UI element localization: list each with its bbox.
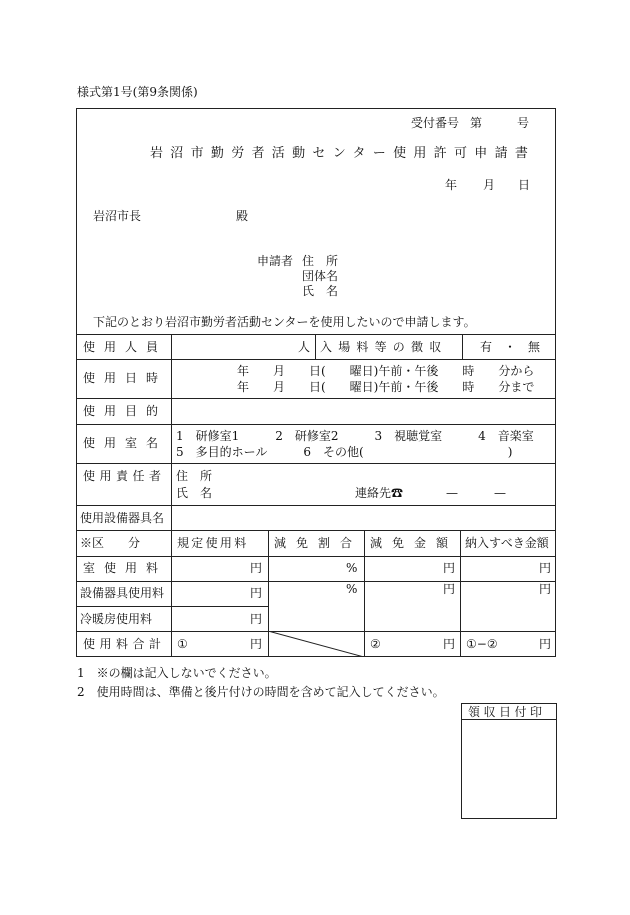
- datetime-start: 年 月 日( 曜日)午前・午後 時 分から: [237, 364, 535, 378]
- manager-name-label: 氏 名: [176, 486, 213, 500]
- receipt-number-label: 受付番号: [411, 116, 460, 130]
- column-divider: [460, 530, 461, 657]
- row-divider: [76, 606, 268, 607]
- row-divider: [76, 556, 556, 557]
- column-divider: [171, 334, 172, 657]
- manager-address-label: 住 所: [176, 469, 213, 483]
- contact-dash: —: [446, 486, 458, 500]
- column-divider: [364, 530, 365, 657]
- rooms-options-line1: 1 研修室1 2 研修室2 3 視聴覚室 4 音楽室: [176, 429, 534, 443]
- yen-unit: 円: [539, 561, 552, 575]
- column-divider: [462, 334, 463, 359]
- applicant-organization-label: 団体名: [302, 269, 339, 283]
- receipt-stamp-label: 領収日付印: [468, 705, 546, 719]
- row-divider: [76, 505, 556, 506]
- yen-unit: 円: [250, 586, 263, 600]
- row-divider: [76, 581, 556, 582]
- note-2: 2 使用時間は、準備と後片付けの時間を含めて記入してください。: [77, 685, 445, 699]
- datetime-end: 年 月 日( 曜日)午前・午後 時 分まで: [237, 380, 535, 394]
- yen-unit: 円: [250, 637, 263, 651]
- row-divider: [76, 398, 556, 399]
- form-number-label: 様式第1号(第9条関係): [77, 85, 198, 99]
- form-title: 岩沼市勤労者活動センター使用許可申請書: [150, 146, 536, 161]
- row-divider: [76, 359, 556, 360]
- receipt-stamp-box: [461, 703, 557, 819]
- fee-header-payable: 納入すべき金額: [465, 536, 549, 550]
- yen-unit: 円: [443, 561, 456, 575]
- percent-unit: %: [346, 561, 358, 575]
- users-label: 使用人員: [83, 340, 168, 354]
- fee-header-category: ※区 分: [80, 536, 141, 550]
- total-marker-1: ①: [177, 637, 188, 651]
- note-1: 1 ※の欄は記入しないでください。: [77, 666, 277, 680]
- fee-header-reduction-rate: 減免割合: [274, 536, 363, 550]
- applicant-name-label: 氏 名: [302, 284, 339, 298]
- row-divider: [76, 530, 556, 531]
- yen-unit: 円: [250, 561, 263, 575]
- addressee-honorific: 殿: [236, 209, 249, 223]
- column-divider: [315, 334, 316, 359]
- total-marker-2: ②: [370, 637, 381, 651]
- purpose-label: 使用目的: [83, 404, 168, 418]
- receipt-gou: 号: [517, 116, 530, 130]
- admission-fee-choice: 有 ・ 無: [480, 340, 541, 354]
- manager-label: 使用責任者: [83, 469, 166, 483]
- room-fee-label: 室使用料: [83, 561, 168, 575]
- total-fee-label: 使用料合計: [83, 637, 166, 651]
- date-day: 日: [518, 178, 531, 192]
- row-divider: [76, 463, 556, 464]
- admission-fee-label: 入場料等の徴収: [320, 340, 448, 354]
- receipt-dai: 第: [470, 116, 483, 130]
- yen-unit: 円: [539, 582, 552, 596]
- stamp-header-divider: [461, 719, 557, 720]
- users-unit: 人: [298, 340, 311, 354]
- fee-header-regulated: 規定使用料: [177, 536, 249, 550]
- intro-sentence: 下記のとおり岩沼市勤労者活動センターを使用したいので申請します。: [93, 315, 476, 329]
- applicant-address-label: 住 所: [302, 254, 339, 268]
- date-year: 年: [445, 178, 458, 192]
- manager-contact-label: 連絡先☎: [355, 486, 404, 500]
- fee-header-reduction-amount: 減免金額: [370, 536, 459, 550]
- rooms-label: 使用室名: [83, 436, 168, 450]
- datetime-label: 使用日時: [83, 371, 168, 385]
- equipment-fee-label: 設備器具使用料: [80, 586, 165, 600]
- rooms-options-line2: 5 多目的ホール 6 その他( ): [176, 445, 513, 459]
- row-divider: [76, 334, 556, 335]
- yen-unit: 円: [443, 582, 456, 596]
- equipment-label: 使用設備器具名: [80, 511, 165, 525]
- date-month: 月: [483, 178, 496, 192]
- contact-dash: —: [494, 486, 506, 500]
- total-row-diagonal: [268, 631, 364, 657]
- addressee-name: 岩沼市長: [93, 209, 142, 223]
- yen-unit: 円: [250, 612, 263, 626]
- percent-unit: %: [346, 582, 358, 596]
- yen-unit: 円: [443, 637, 456, 651]
- total-marker-diff: ①−②: [466, 637, 498, 651]
- row-divider: [76, 424, 556, 425]
- aircon-fee-label: 冷暖房使用料: [80, 612, 153, 626]
- yen-unit: 円: [539, 637, 552, 651]
- applicant-label: 申請者: [257, 254, 294, 268]
